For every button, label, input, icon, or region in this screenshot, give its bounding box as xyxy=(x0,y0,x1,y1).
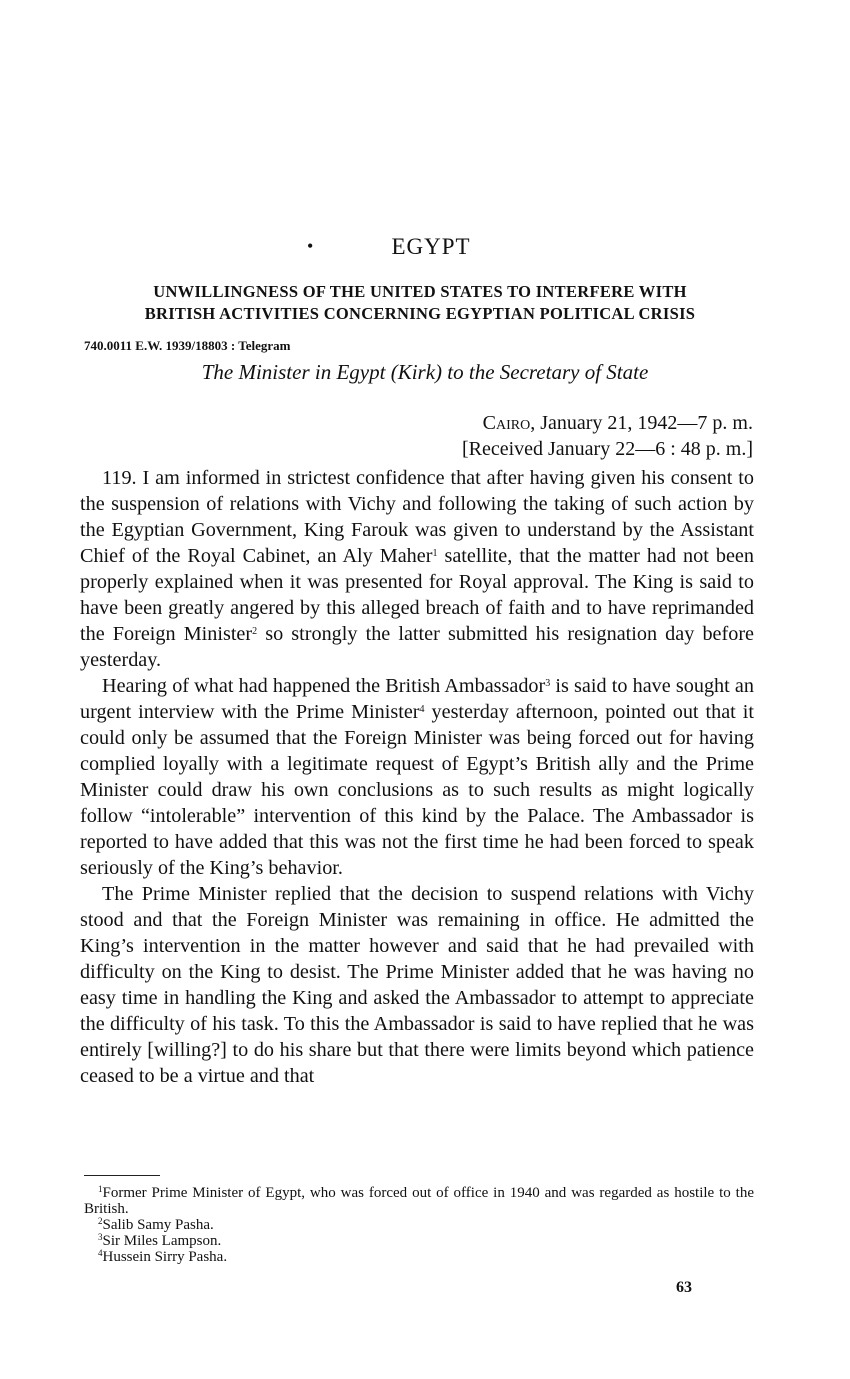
telegram-body xyxy=(80,465,754,1089)
footnote-mark-4: 4 xyxy=(98,1248,103,1258)
file-reference: 740.0011 E.W. 1939/18803 : Telegram xyxy=(84,338,291,353)
dateline-place: Cairo xyxy=(482,412,531,434)
paragraph-3: The Prime Minister replied that the decision to suspend relations with Vichy stood and that the Foreign Minister was remaining in office. He admitted the King’s intervention in the matter however and said that he had prevailed with difficulty on the King to desist. The Prime Minister added that he was having no easy time in handling the King and asked the Ambassador to attempt to appreciate the difficulty of his task. To this the Ambassador is said to have replied that he was entirely [willing?] to do his share but that there were limits beyond which patience ceased to be a virtue and that xyxy=(80,883,754,1087)
page-number: 63 xyxy=(676,1279,692,1296)
paragraph-2 xyxy=(80,673,754,881)
footnote-mark-1: 1 xyxy=(98,1184,103,1194)
footnote-text-3: Sir Miles Lampson. xyxy=(102,1233,222,1249)
footnote-mark-3: 3 xyxy=(98,1232,103,1242)
footnote-text-4: Hussein Sirry Pasha. xyxy=(102,1249,228,1265)
paragraph-1 xyxy=(80,465,754,673)
paragraph-1-text-a: 119. I am informed in strictest confidence that after having given his consent to the suspension of relations with Vichy and following the taking of such action by the Egyptian Government, King Farouk was given to understand by the Assistant Chief of the Royal Cabinet, an Aly Maher xyxy=(80,467,754,567)
paragraph-2-text-b: is said to have sought an urgent interview with the Prime Minister xyxy=(80,675,754,723)
footnote-ref-4: 4 xyxy=(419,704,425,715)
footnote-ref-1: 1 xyxy=(432,548,438,559)
footnote-1 xyxy=(84,1185,754,1217)
dateline-date: , January 21, 1942—7 p. m. xyxy=(530,412,753,434)
addressee-line: The Minister in Egypt (Kirk) to the Secretary of State xyxy=(201,360,649,384)
footnote-mark-2: 2 xyxy=(98,1216,103,1226)
paragraph-2-text-a: Hearing of what had happened the British Ambassador xyxy=(102,675,546,697)
footnote-ref-2: 2 xyxy=(252,626,258,637)
footnote-divider xyxy=(84,1175,160,1176)
paragraph-1-text-c: so strongly the latter submitted his resignation day before yesterday. xyxy=(80,623,754,671)
subject-title-line-1: UNWILLINGNESS OF THE UNITED STATES TO INTERFERE WITH xyxy=(153,282,687,301)
footnote-ref-3: 3 xyxy=(545,678,551,689)
dateline-sent xyxy=(462,410,753,436)
footnote-2 xyxy=(84,1217,754,1233)
footnote-4 xyxy=(84,1249,754,1265)
footnote-text-1: Former Prime Minister of Egypt, who was forced out of office in 1940 and was regarded as hostile to the British. xyxy=(84,1185,754,1217)
subject-title xyxy=(84,281,756,325)
footnote-3 xyxy=(84,1233,754,1249)
dateline xyxy=(462,410,753,462)
section-heading: EGYPT xyxy=(391,234,471,259)
stray-dot-mark: • xyxy=(307,236,314,256)
footnotes xyxy=(84,1185,754,1265)
paragraph-1-text-b: satellite, that the matter had not been properly explained when it was presented for Royal approval. The King is said to have been greatly angered by this alleged breach of faith and to have reprimanded the Foreign Minister xyxy=(80,545,754,645)
footnote-text-2: Salib Samy Pasha. xyxy=(102,1217,214,1233)
subject-title-line-2: BRITISH ACTIVITIES CONCERNING EGYPTIAN POLITICAL CRISIS xyxy=(144,304,696,323)
paragraph-2-text-c: yesterday afternoon, pointed out that it could only be assumed that the Foreign Minister was being forced out for having complied loyally with a legitimate request of Egypt’s British ally and the Prime Minister could draw his own conclusions as to such results as might logically follow “intolerable” intervention of this kind by the Palace. The Ambassador is reported to have added that this was not the first time he had been forced to speak seriously of the King’s behavior. xyxy=(80,701,754,879)
dateline-received: [Received January 22—6 : 48 p. m.] xyxy=(461,438,753,460)
